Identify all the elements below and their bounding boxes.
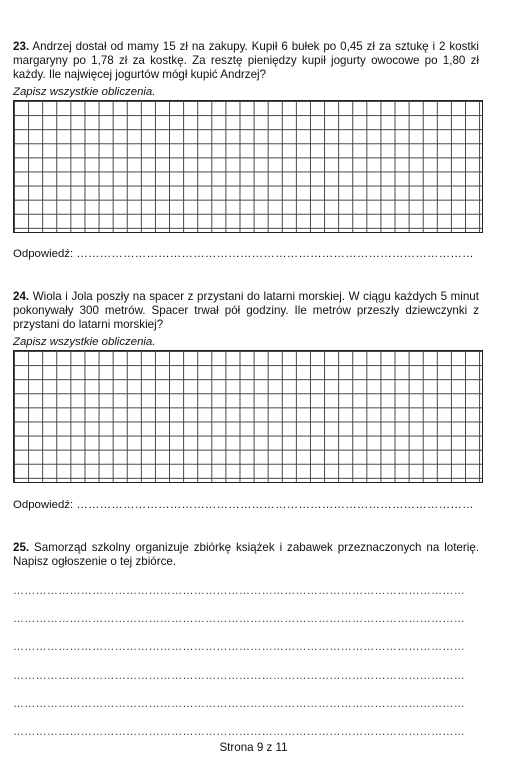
task-23-text xyxy=(13,40,479,82)
task-23-body: Andrzej dostał od mamy 15 zł na zakupy. Kupił 6 bułek po 0,45 zł za sztukę i 2 kostki margaryny po 1,78 zł za kostkę. Za resztę pieniędzy kupił jogurty owocowe po 1,80 zł każdy. Ile najwięcej jogurtów mógł kupić Andrzej? xyxy=(13,40,479,81)
task-23-instruction: Zapisz wszystkie obliczenia. xyxy=(13,86,156,98)
task-25-writing-line[interactable]: ………………………………………………………………………………………………………… xyxy=(13,613,465,625)
task-25-writing-line[interactable]: ………………………………………………………………………………………………………… xyxy=(13,670,465,682)
page-number: Strona 9 z 11 xyxy=(219,741,288,754)
task-25-writing-line[interactable]: ………………………………………………………………………………………………………… xyxy=(13,641,465,653)
task-24-answer-line[interactable]: ………………………………………………………………………………………… xyxy=(76,499,474,511)
task-24-answer-label: Odpowiedź: xyxy=(13,499,74,511)
task-23-number: 23. xyxy=(13,40,30,53)
task-25-writing-line[interactable]: ………………………………………………………………………………………………………… xyxy=(13,698,465,710)
task-24-instruction: Zapisz wszystkie obliczenia. xyxy=(13,336,156,348)
task-25-text xyxy=(13,541,479,569)
task-24-answer[interactable] xyxy=(13,499,479,511)
task-25-number: 25. xyxy=(13,541,30,554)
task-24-number: 24. xyxy=(13,290,30,303)
task-24-body: Wiola i Jola poszły na spacer z przystani do latarni morskiej. W ciągu każdych 5 minut pokonywały 300 metrów. Spacer trwał pół godziny. Ile metrów przeszły dziewczynki z przystani do latarni morskiej? xyxy=(13,290,479,331)
task-24-text xyxy=(13,290,479,332)
task-23-answer-label: Odpowiedź: xyxy=(13,248,74,260)
task-25-writing-line[interactable]: ………………………………………………………………………………………………………… xyxy=(13,726,465,738)
task-23-answer[interactable] xyxy=(13,248,479,260)
task-24-work-grid[interactable] xyxy=(13,350,483,483)
task-23-work-grid[interactable] xyxy=(13,100,483,233)
task-25-writing-line[interactable]: ………………………………………………………………………………………………………… xyxy=(13,585,465,597)
task-25-body: Samorząd szkolny organizuje zbiórkę książek i zabawek przeznaczonych na loterię. Napisz ogłoszenie o tej zbiórce. xyxy=(13,541,479,568)
task-23-answer-line[interactable]: ………………………………………………………………………………………… xyxy=(76,248,474,260)
